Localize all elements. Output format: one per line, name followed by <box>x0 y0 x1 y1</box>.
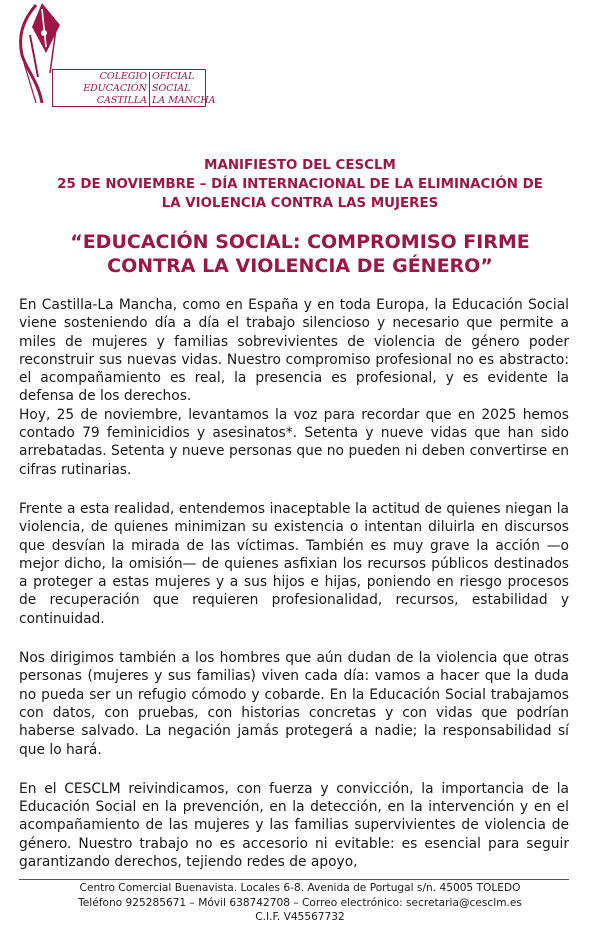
logo-line <box>53 95 216 107</box>
title-line-1: “EDUCACIÓN SOCIAL: COMPROMISO FIRME <box>70 231 530 253</box>
logo-text-social: SOCIAL <box>152 83 191 94</box>
footer-contact: Teléfono 925285671 – Móvil 638742708 – Correo electrónico: secretaria@cesclm.es <box>78 896 522 909</box>
manifesto-header <box>0 156 600 213</box>
logo-text-educacion: EDUCACIÓN <box>83 83 147 94</box>
header-line-3: LA VIOLENCIA CONTRA LAS MUJERES <box>161 196 439 211</box>
logo-textbox <box>52 69 216 107</box>
header-line-1: MANIFIESTO DEL CESCLM <box>204 158 396 173</box>
logo-text-oficial: OFICIAL <box>152 71 195 82</box>
logo-text-colegio: COLEGIO <box>99 71 147 82</box>
header-line-2: 25 DE NOVIEMBRE – DÍA INTERNACIONAL DE LA ELIMINACIÓN DE <box>57 177 543 192</box>
footer-address: Centro Comercial Buenavista. Locales 6-8. Avenida de Portugal s/n. 45005 TOLEDO <box>79 882 521 894</box>
logo-line <box>53 71 205 83</box>
paragraph-4: Nos dirigimos también a los hombres que aún dudan de la violencia que otras personas (mujeres y sus familias) viven cada día: vamos a hacer que la duda no pueda ser un refugio cómodo y cobarde. En la Educación Social trabajamos con datos, con pruebas, con historias concretas y con vidas que podrían haberse salvado. La negación jamás protegerá a nadie; la responsabilidad sí que lo hará. <box>19 650 569 758</box>
footer-divider <box>19 879 569 880</box>
footer-cif: C.I.F. V45567732 <box>255 911 345 923</box>
logo-line <box>53 83 205 95</box>
document-body <box>19 296 569 892</box>
logo-text-la-mancha: LA MANCHA <box>152 95 216 106</box>
college-logo <box>16 3 216 107</box>
title-line-2: CONTRA LA VIOLENCIA DE GÉNERO” <box>107 255 493 277</box>
footer <box>0 881 600 925</box>
paragraph-3: Frente a esta realidad, entendemos inaceptable la actitud de quienes niegan la violencia, de quienes minimizan su existencia o intentan diluirla en discursos que desvían la mirada de las víctimas. También es muy grave la acción —o mejor dicho, la omisión— de quienes asfixian los recursos públicos destinados a proteger a estas mujeres y a sus hijos e hijas, poniendo en riesgo procesos de recuperación que requieren profesionalidad, recursos, estabilidad y continuidad. <box>19 500 569 627</box>
document-title <box>0 230 600 278</box>
paragraph-5: En el CESCLM reivindicamos, con fuerza y convicción, la importancia de la Educación Social en la prevención, en la detección, en la intervención y en el acompañamiento de las mujeres y las familias supervivientes de violencia de género. Nuestro trabajo no es accesorio ni evitable: es esencial para seguir garantizando derechos, tejiendo redes de apoyo, <box>19 780 569 871</box>
paragraph-2: Hoy, 25 de noviembre, levantamos la voz para recordar que en 2025 hemos contado 79 feminicidios y asesinatos*. Setenta y nueve vidas que han sido arrebatadas. Setenta y nueve personas que no pueden ni deben convertirse en cifras rutinarias. <box>19 406 569 478</box>
paragraph-1: En Castilla-La Mancha, como en España y en toda Europa, la Educación Social viene sosteniendo día a día el trabajo silencioso y necesario que permite a miles de mujeres y familias sobrevivientes de violencia de género poder reconstruir sus nuevas vidas. Nuestro compromiso profesional no es abstracto: el acompañamiento es real, la presencia es profesional, y es evidente la defensa de los derechos. <box>19 297 569 405</box>
logo-text-castilla: CASTILLA <box>96 95 147 106</box>
